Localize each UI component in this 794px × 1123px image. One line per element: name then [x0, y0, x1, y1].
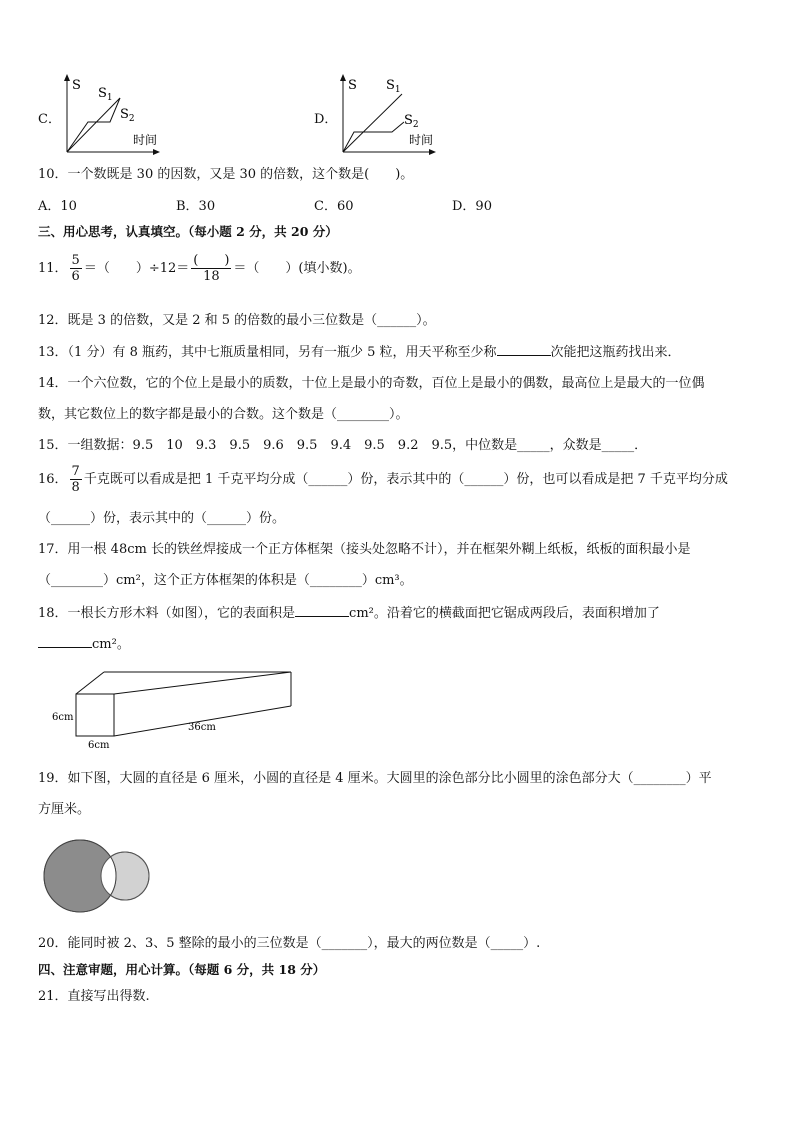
- q12-text: 12．既是 3 的倍数，又是 2 和 5 的倍数的最小三位数是（______）。: [38, 313, 436, 328]
- d-s2-label: $S_2$: [404, 113, 419, 130]
- q11: [38, 253, 361, 284]
- circles-figure: [42, 838, 162, 918]
- section-4-heading: 四、注意审题，用心计算。（每题 6 分，共 18 分）: [38, 962, 326, 977]
- q14-line2: 数，其它数位上的数字都是最小的合数。这个数是（________）。: [38, 407, 409, 422]
- q18-line2-post: cm²。: [92, 637, 130, 652]
- d-s2-line: [343, 122, 404, 152]
- q13: [38, 342, 681, 362]
- q19-line2: 方厘米。: [38, 802, 91, 817]
- c-x-arrow: [153, 149, 160, 155]
- d-s1-label: $S_1$: [386, 78, 401, 95]
- q11-frac-den: 6: [71, 269, 80, 284]
- q14-line1: 14．一个六位数，它的个位上是最小的质数，十位上是最小的奇数，百位上是最小的偶数，最高位上是最大的一位偶: [38, 376, 705, 391]
- d-axis-y-label: S: [348, 78, 357, 93]
- d-s1-line: [343, 94, 402, 152]
- cuboid-height-label: 6cm: [52, 712, 74, 723]
- q10-text: 10．一个数既是 30 的因数，又是 30 的倍数，这个数是( )。: [38, 167, 414, 182]
- c-s1-label: $S_1$: [98, 86, 113, 103]
- q13-answer-blank: [497, 342, 551, 356]
- q18-surface-blank: [295, 603, 349, 617]
- q10-options: [38, 198, 492, 216]
- q18-line2: [38, 634, 130, 654]
- cuboid-length-label: 36cm: [188, 722, 216, 733]
- q16-line1-text: 千克既可以看成是把 1 千克平均分成（______）份，表示其中的（______）份，也可以看成是把 7 千克平均分成: [83, 472, 728, 487]
- c-y-arrow: [64, 74, 70, 81]
- q11-mid: ＝（ ）÷12＝: [83, 261, 190, 276]
- q15-text: 15．一组数据：9.5 10 9.3 9.5 9.6 9.5 9.4 9.5 9.2 9.5，中位数是_____，众数是_____．: [38, 438, 648, 453]
- q11-suffix: ＝（ ）(填小数)。: [233, 261, 361, 276]
- cuboid-top-left-edge: [76, 672, 104, 694]
- q11-fraction-5-6: [70, 253, 82, 284]
- q10-option-b: B．30: [176, 199, 216, 214]
- q16-number: 16．: [38, 472, 68, 487]
- q18-increase-blank: [38, 634, 92, 648]
- q21-text: 21．直接写出得数.: [38, 989, 150, 1004]
- cuboid-top-right-edge: [114, 672, 291, 694]
- option-d-label: D．: [314, 112, 338, 127]
- q18-line1-post: cm²。沿着它的横截面把它锯成两段后，表面积增加了: [349, 606, 660, 621]
- cuboid-front-face: [76, 694, 114, 736]
- q13-pre: 13．（1 分）有 8 瓶药，其中七瓶质量相同，另有一瓶少 5 粒，用天平称至少称: [38, 345, 497, 360]
- q18-line1-pre: 18．一根长方形木料（如图），它的表面积是: [38, 606, 296, 621]
- d-x-arrow: [429, 149, 436, 155]
- q11-fraction-blank-18: [191, 253, 231, 284]
- q16-line1: [38, 464, 728, 495]
- q16-frac-num: 7: [71, 464, 80, 479]
- d-y-arrow: [340, 74, 346, 81]
- q19-line1: 19．如下图，大圆的直径是 6 厘米，小圆的直径是 4 厘米。大圆里的涂色部分比小圆里的涂色部分大（________）平: [38, 771, 712, 786]
- c-s2-label: $S_2$: [120, 107, 135, 124]
- q11-frac2-num: ( ): [193, 253, 230, 268]
- q10-option-d: D．90: [452, 199, 492, 214]
- c-s2-line: [67, 98, 120, 152]
- q10-option-a: A．10: [38, 199, 77, 214]
- q11-frac2-den: 18: [203, 269, 220, 284]
- c-axis-y-label: S: [72, 78, 81, 93]
- c-axis-x-label: 时间: [133, 133, 158, 147]
- graph-option-c: [58, 72, 168, 162]
- q16-line2: （______）份，表示其中的（______）份。: [38, 511, 286, 526]
- q17-line1: 17．用一根 48cm 长的铁丝焊接成一个正方体框架（接头处忽略不计），并在框架外糊上纸板，纸板的面积最小是: [38, 542, 691, 557]
- q13-post: 次能把这瓶药找出来．: [550, 345, 681, 360]
- graph-option-d: [334, 72, 444, 162]
- q16-fraction-7-8: [70, 464, 82, 495]
- cuboid-width-label: 6cm: [88, 740, 110, 751]
- q11-number: 11．: [38, 261, 68, 276]
- q18-line1: [38, 603, 660, 623]
- section-3-heading: 三、用心思考，认真填空。（每小题 2 分，共 20 分）: [38, 224, 338, 239]
- cuboid-figure: [48, 666, 318, 752]
- q10-option-c: C．60: [314, 199, 354, 214]
- q17-line2: （________）cm²，这个正方体框架的体积是（________）cm³。: [38, 573, 413, 588]
- q20-text: 20．能同时被 2、3、5 整除的最小的三位数是（_______），最大的两位数是（_____）.: [38, 936, 541, 951]
- option-c-label: C．: [38, 112, 61, 127]
- d-axis-x-label: 时间: [409, 133, 434, 147]
- q16-frac-den: 8: [71, 480, 80, 495]
- q11-frac-num: 5: [71, 253, 80, 268]
